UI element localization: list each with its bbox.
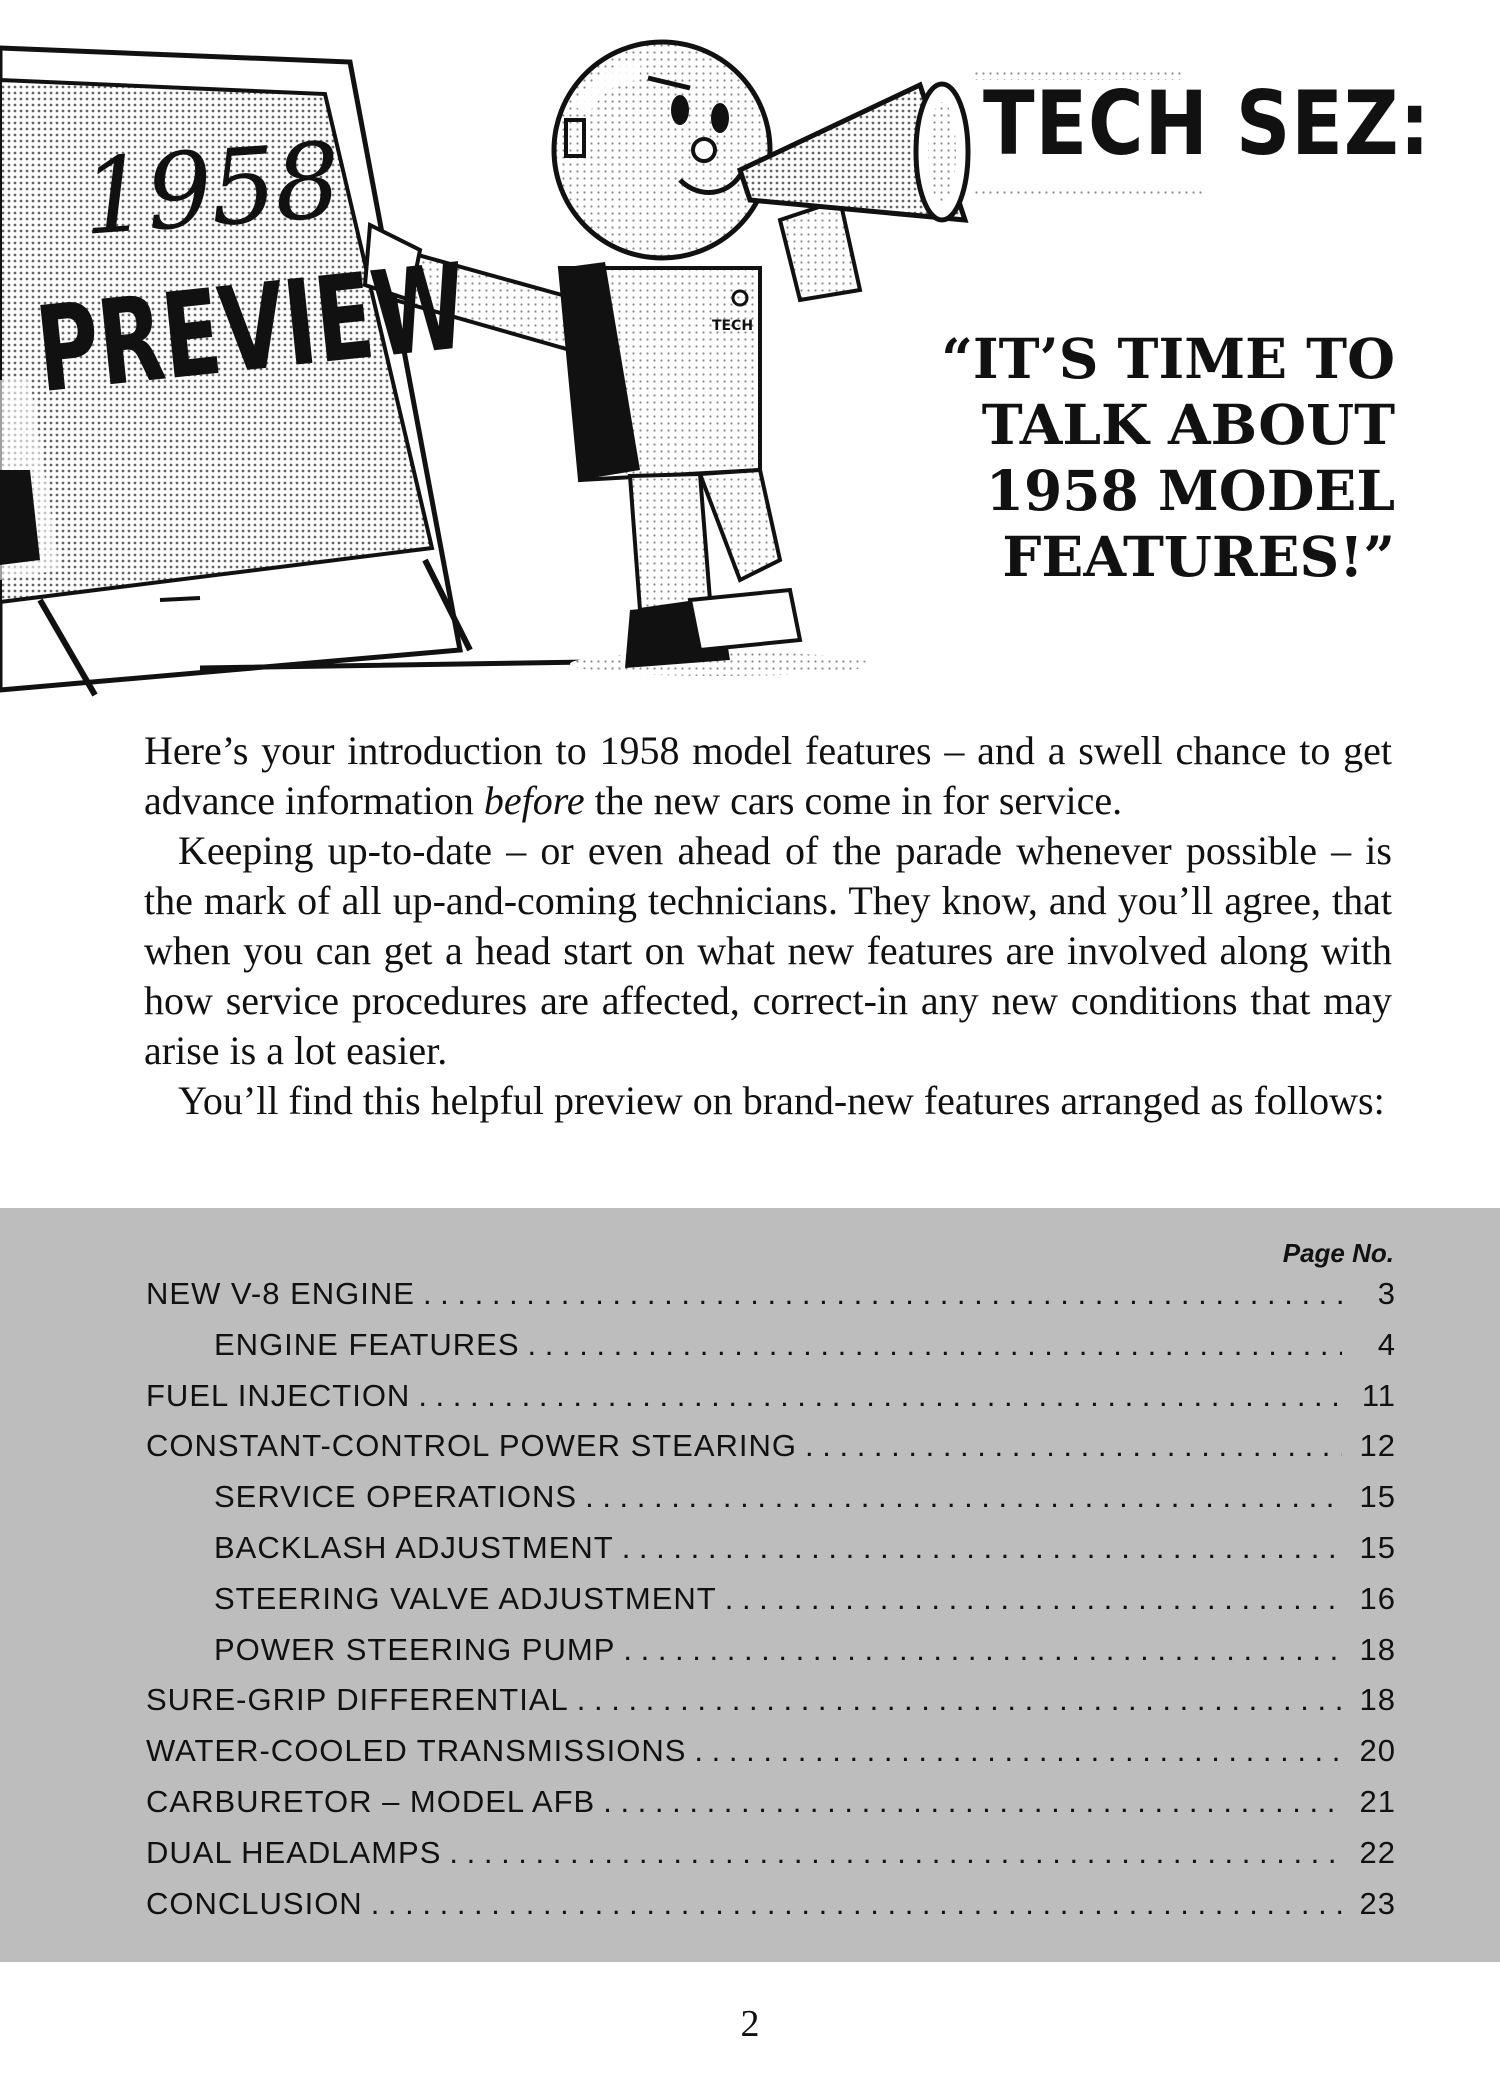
intro-p1-after: the new cars come in for service. <box>584 778 1123 823</box>
intro-p1-emphasis: before <box>483 778 585 823</box>
intro-paragraph-3: You’ll find this helpful preview on brand-new features arranged as follows: <box>178 1078 1385 1123</box>
intro-paragraph-2: Keeping up-to-date – or even ahead of the parade whenever possible – is the mark of all up-and-coming technicians. They know, and you’ll agree, that when you can get a head start on what new features are involved along with how service procedures are affected, correct-in any new conditions that may arise is a lot easier. <box>144 828 1392 1073</box>
toc-leader-dots <box>622 1530 1342 1566</box>
badge-text: TECH <box>712 318 754 334</box>
toc-entry <box>146 1886 1396 1937</box>
toc-entry <box>146 1581 1396 1632</box>
toc-leader-dots <box>694 1733 1342 1769</box>
sign-year: 1958 <box>78 119 343 259</box>
toc-entry <box>146 1378 1396 1429</box>
toc-entry-title: SURE-GRIP DIFFERENTIAL <box>146 1682 569 1718</box>
toc-leader-dots <box>623 1632 1342 1668</box>
toc-entry-page: 16 <box>1359 1580 1396 1616</box>
toc-entry <box>146 1479 1396 1530</box>
table-of-contents <box>0 1208 1500 1962</box>
headline-line: FEATURES!” <box>1002 524 1395 589</box>
toc-page-header: Page No. <box>1282 1238 1394 1268</box>
toc-entry-title: CONCLUSION <box>146 1885 363 1921</box>
header-illustration <box>0 0 1500 700</box>
toc-entry-page: 20 <box>1359 1733 1396 1769</box>
toc-entry <box>146 1428 1396 1479</box>
toc-leader-dots <box>449 1835 1342 1871</box>
toc-entry-title: ENGINE FEATURES <box>214 1326 520 1362</box>
mascot-legs <box>625 470 800 668</box>
intro-text <box>144 726 1392 1126</box>
toc-entry-page: 11 <box>1361 1377 1396 1413</box>
toc-entry-title: STEERING VALVE ADJUSTMENT <box>214 1580 717 1616</box>
toc-entry-title: FUEL INJECTION <box>146 1377 411 1413</box>
toc-entry-title: WATER-COOLED TRANSMISSIONS <box>146 1733 687 1769</box>
headline-line: TALK ABOUT <box>981 392 1395 457</box>
toc-entry-page: 12 <box>1359 1428 1396 1464</box>
toc-entry <box>146 1835 1396 1886</box>
toc-leader-dots <box>603 1784 1342 1820</box>
toc-leader-dots <box>528 1327 1342 1363</box>
toc-entry-title: POWER STEERING PUMP <box>214 1631 616 1667</box>
toc-entry <box>146 1682 1396 1733</box>
toc-leader-dots <box>423 1276 1342 1312</box>
toc-entry-title: CARBURETOR – MODEL AFB <box>146 1783 596 1819</box>
toc-entry <box>146 1327 1396 1378</box>
page-number: 2 <box>740 2003 760 2045</box>
headline <box>835 326 1395 590</box>
toc-entry <box>146 1733 1396 1784</box>
mascot-head <box>554 42 770 258</box>
toc-entry <box>146 1784 1396 1835</box>
headline-line: 1958 MODEL <box>985 458 1395 523</box>
toc-entry-page: 15 <box>1359 1529 1396 1565</box>
toc-leader-dots <box>371 1886 1342 1922</box>
toc-entry-page: 15 <box>1359 1479 1396 1515</box>
toc-leader-dots <box>725 1581 1342 1617</box>
toc-entry <box>146 1632 1396 1683</box>
toc-list <box>146 1276 1396 1936</box>
toc-entry-page: 18 <box>1359 1682 1396 1718</box>
toc-leader-dots <box>585 1479 1342 1515</box>
headline-line: “IT’S TIME TO <box>941 326 1395 391</box>
toc-entry-title: BACKLASH ADJUSTMENT <box>214 1529 614 1565</box>
sign-title: PREVIEW <box>30 237 472 420</box>
megaphone-icon <box>740 84 968 300</box>
toc-leader-dots <box>418 1378 1342 1414</box>
intro-paragraph-1 <box>144 726 1392 826</box>
toc-entry-title: DUAL HEADLAMPS <box>146 1834 442 1870</box>
toc-leader-dots <box>805 1428 1342 1464</box>
toc-leader-dots <box>577 1682 1342 1718</box>
toc-entry-title: NEW V-8 ENGINE <box>146 1276 415 1311</box>
toc-entry <box>146 1530 1396 1581</box>
tech-sez-title: TECH SEZ: <box>983 72 1431 175</box>
toc-entry-page: 21 <box>1359 1783 1396 1819</box>
toc-entry-title: SERVICE OPERATIONS <box>214 1479 578 1515</box>
toc-entry <box>146 1276 1396 1327</box>
toc-entry-page: 22 <box>1359 1834 1396 1870</box>
toc-entry-page: 23 <box>1359 1885 1396 1921</box>
intro-p1-before: Here’s your introduction to 1958 model features – and a swell chance to get advance information <box>144 728 1392 823</box>
toc-entry-page: 18 <box>1359 1631 1396 1667</box>
toc-entry-page: 3 <box>1377 1276 1396 1311</box>
toc-entry-title: CONSTANT-CONTROL POWER STEARING <box>146 1428 798 1464</box>
toc-entry-page: 4 <box>1377 1326 1396 1362</box>
mascot-body <box>560 262 760 480</box>
